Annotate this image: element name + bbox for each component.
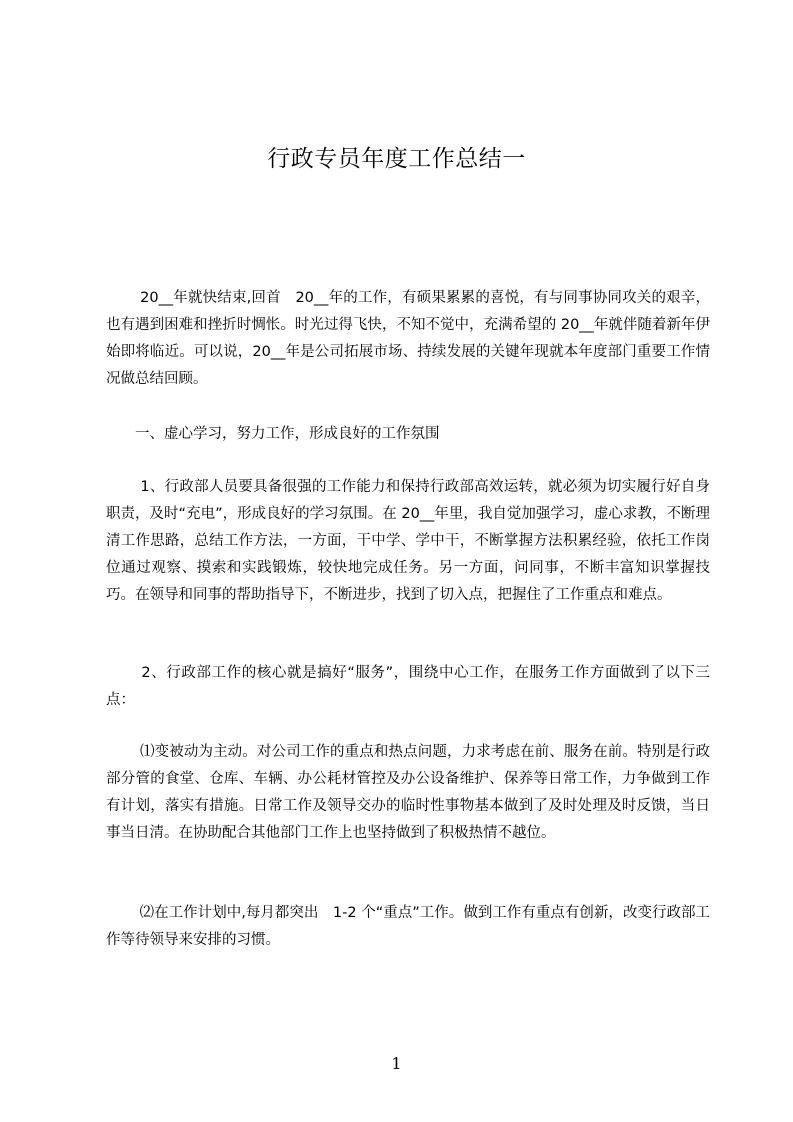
paragraph-sub-1: ⑴变被动为主动。对公司工作的重点和热点问题，力求考虑在前、服务在前。特别是行政部分管的食堂、仓库、车辆、办公耗材管控及办公设备维护、保养等日常工作，力争做到工作有计划，落实有措施。日常工作及领导交办的临时性事物基本做到了及时处理及时反馈，当日事当日清。在协助配合其他部门工作上也坚持做到了积极热情不越位。	[106, 744, 710, 841]
page-number: 1	[391, 1054, 402, 1073]
paragraph-sub-2: ⑵在工作计划中,每月都突出 1-2 个“重点”工作。做到工作有重点有创新，改变行政部工作等待领导来安排的习惯。	[106, 905, 710, 948]
paragraph-intro: 20__年就快结束,回首 20__年的工作，有硕果累累的喜悦，有与同事协同攻关的艰辛，也有遇到困难和挫折时惆怅。时光过得飞快，不知不觉中，充满希望的 20__年就伴随着新年伊始即将临近。可以说，20__年是公司拓展市场、持续发展的关键年现就本年度部门重要工作情况做总结回顾。	[106, 290, 710, 387]
document-title: 行政专员年度工作总结一	[267, 146, 526, 172]
paragraph-item-2: 2、行政部工作的核心就是搞好“服务”，围绕中心工作，在服务工作方面做到了以下三点：	[106, 665, 710, 708]
paragraph-item-1: 1、行政部人员要具备很强的工作能力和保持行政部高效运转，就必须为切实履行好自身职责，及时“充电”，形成良好的学习氛围。在 20__年里，我自觉加强学习，虚心求教，不断理清工作思路，总结工作方法，一方面，干中学、学中干，不断掌握方法积累经验，依托工作岗位通过观察、摸索和实践锻炼，较快地完成任务。另一方面，问同事，不断丰富知识掌握技巧。在领导和同事的帮助指导下，不断进步，找到了切入点，把握住了工作重点和难点。	[106, 479, 710, 603]
section-heading-1: 一、虚心学习，努力工作，形成良好的工作氛围	[106, 426, 440, 442]
